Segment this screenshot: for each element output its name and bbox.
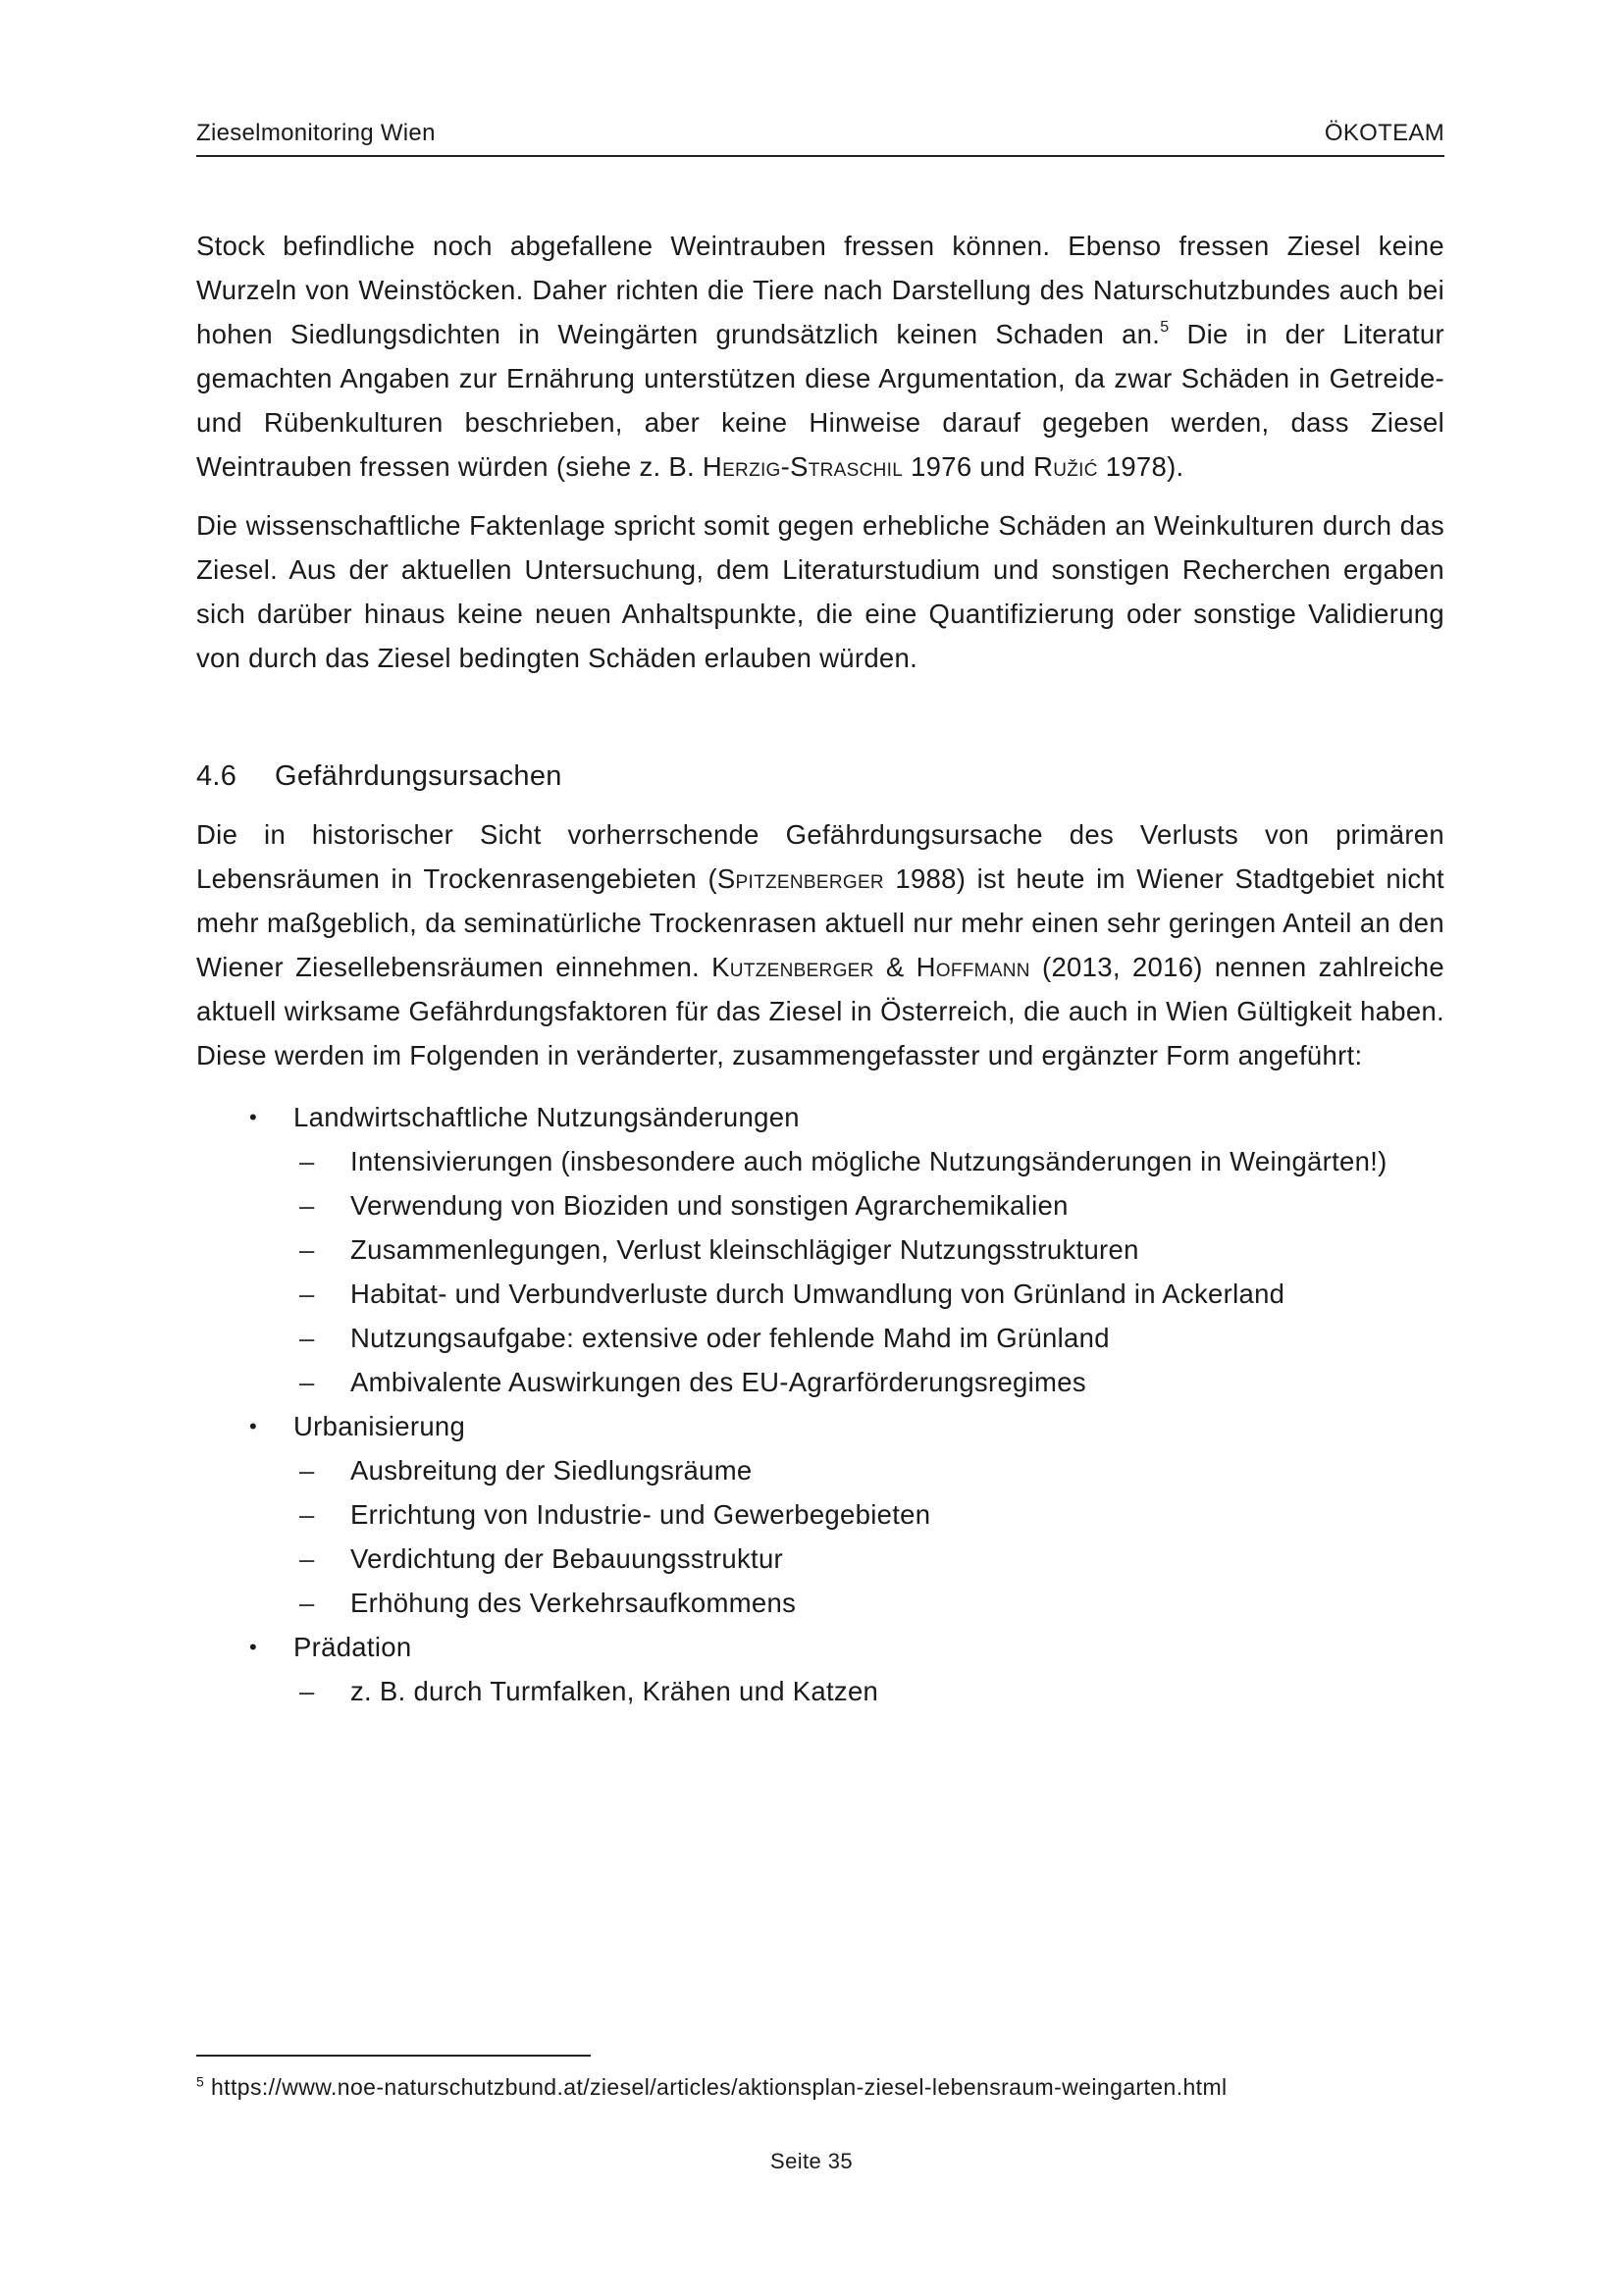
section-title: Gefährdungsursachen — [275, 760, 562, 792]
author-citation: Ružić — [1033, 451, 1098, 482]
paragraph-3: Die in historischer Sicht vorherrschende Gefährdungsursache des Verlusts von primären Lebensräumen in Trockenrasengebieten (Spitzenberger 1988) ist heute im Wiener Stadtgebiet nicht mehr maßgeblich, da seminatürliche Trockenrasen aktuell nur mehr einen sehr geringen Anteil an den Wiener Ziesellebensräumen einnehmen. Kutzenberger & Hoffmann (2013, 2016) nennen zahlreiche aktuell wirksame Gefährdungsfaktoren für das Ziesel in Österreich, die auch in Wien Gültigkeit haben. Diese werden im Folgenden in veränderter, zusammengefasster und ergänzter Form angeführt: — [196, 819, 1444, 1070]
dash-icon: – — [299, 1588, 315, 1618]
page-number: Seite 35 — [770, 2149, 853, 2173]
section-heading — [196, 755, 1444, 799]
sub-list-item: – Erhöhung des Verkehrsaufkommens — [293, 1581, 1444, 1625]
dash-icon: – — [299, 1234, 315, 1265]
list-item: • Landwirtschaftliche Nutzungsänderungen – Intensivierungen (insbesondere auch mögliche Nutzungsänderungen in Weingärten!) – Verwendung von Bioziden und sonstigen Agrarchemikalien – Zusammenlegungen, Verlust kleinschlägiger Nutzungsstrukturen – Habitat- und Verbundverluste durch Umwandlung von Grünland in Ackerland – Nutzungsaufgabe: extensive oder fehlende Mahd im Grünland – Ambivalente Auswirkungen des EU-Agrarförderungsregimes — [196, 1095, 1444, 1404]
sub-list-item: – Nutzungsaufgabe: extensive oder fehlende Mahd im Grünland — [293, 1316, 1444, 1360]
dash-icon: – — [299, 1499, 315, 1530]
sub-list — [293, 1448, 1444, 1625]
sub-list-item: – Ambivalente Auswirkungen des EU-Agrarförderungsregimes — [293, 1360, 1444, 1404]
footnote-reference[interactable]: 5 — [1160, 318, 1170, 336]
dash-icon: – — [299, 1146, 315, 1176]
sub-list-item: – z. B. durch Turmfalken, Krähen und Katzen — [293, 1669, 1444, 1713]
dash-icon: – — [299, 1455, 315, 1486]
author-citation: Hoffmann — [916, 952, 1030, 982]
footnote-separator — [196, 2055, 591, 2057]
author-citation: Kutzenberger — [711, 952, 874, 982]
paragraph-1: Stock befindliche noch abgefallene Weintrauben fressen können. Ebenso fressen Ziesel keine Wurzeln von Weinstöcken. Daher richten die Tiere nach Darstellung des Naturschutzbundes auch bei hohen Siedlungsdichten in Weingärten grundsätzlich keinen Schaden an.$^5$ Die in der Literatur gemachten Angaben zur Ernährung unterstützen diese Argumentation, da zwar Schäden in Getreide- und Rübenkulturen beschrieben, aber keine Hinweise darauf gegeben werden, dass Ziesel Weintrauben fressen würden (siehe z. B. Herzig-Straschil 1976 und Ružić 1978). — [196, 231, 1444, 482]
list-item: • Urbanisierung – Ausbreitung der Siedlungsräume – Errichtung von Industrie- und Gewerbegebieten – Verdichtung der Bebauungsstruktur – Erhöhung des Verkehrsaufkommens — [196, 1404, 1444, 1625]
section-number: 4.6 — [196, 760, 237, 792]
bullet-icon: • — [249, 1105, 258, 1129]
sub-list-item: – Errichtung von Industrie- und Gewerbegebieten — [293, 1492, 1444, 1537]
threat-list — [196, 1095, 1444, 1713]
sub-list-item: – Verdichtung der Bebauungsstruktur — [293, 1537, 1444, 1581]
dash-icon: – — [299, 1543, 315, 1574]
sub-list-item: – Zusammenlegungen, Verlust kleinschlägiger Nutzungsstrukturen — [293, 1227, 1444, 1272]
author-citation: Spitzenberger — [716, 863, 884, 894]
dash-icon: – — [299, 1367, 315, 1397]
bullet-icon: • — [249, 1414, 258, 1438]
header-organization: ÖKOTEAM — [1324, 120, 1444, 146]
dash-icon: – — [299, 1323, 315, 1353]
document-body — [196, 224, 1444, 1713]
list-item: • Prädation – z. B. durch Turmfalken, Krähen und Katzen — [196, 1625, 1444, 1713]
bullet-icon: • — [249, 1635, 258, 1659]
footnote-number: 5 — [196, 2073, 205, 2090]
sub-list-item: – Habitat- und Verbundverluste durch Umwandlung von Grünland in Ackerland — [293, 1272, 1444, 1316]
header-title: Zieselmonitoring Wien — [196, 120, 436, 146]
dash-icon: – — [299, 1190, 315, 1221]
sub-list — [293, 1139, 1444, 1404]
dash-icon: – — [299, 1278, 315, 1309]
footnote-link[interactable]: https://www.noe-naturschutzbund.at/ziesel/articles/aktionsplan-ziesel-lebensraum-weingarten.html — [204, 2074, 1228, 2100]
footnote — [196, 2070, 1228, 2104]
sub-list — [293, 1669, 1444, 1713]
author-citation: Herzig-Straschil — [702, 451, 904, 482]
sub-list-item: – Verwendung von Bioziden und sonstigen Agrarchemikalien — [293, 1183, 1444, 1227]
paragraph-2: Die wissenschaftliche Faktenlage spricht somit gegen erhebliche Schäden an Weinkulturen durch das Ziesel. Aus der aktuellen Untersuchung, dem Literaturstudium und sonstigen Recherchen ergaben sich darüber hinaus keine neuen Anhaltspunkte, die eine Quantifizierung oder sonstige Validierung von durch das Ziesel bedingten Schäden erlauben würden. — [196, 510, 1444, 673]
dash-icon: – — [299, 1676, 315, 1706]
page-header — [196, 116, 1444, 157]
sub-list-item: – Intensivierungen (insbesondere auch mögliche Nutzungsänderungen in Weingärten!) — [293, 1139, 1444, 1183]
sub-list-item: – Ausbreitung der Siedlungsräume — [293, 1448, 1444, 1492]
